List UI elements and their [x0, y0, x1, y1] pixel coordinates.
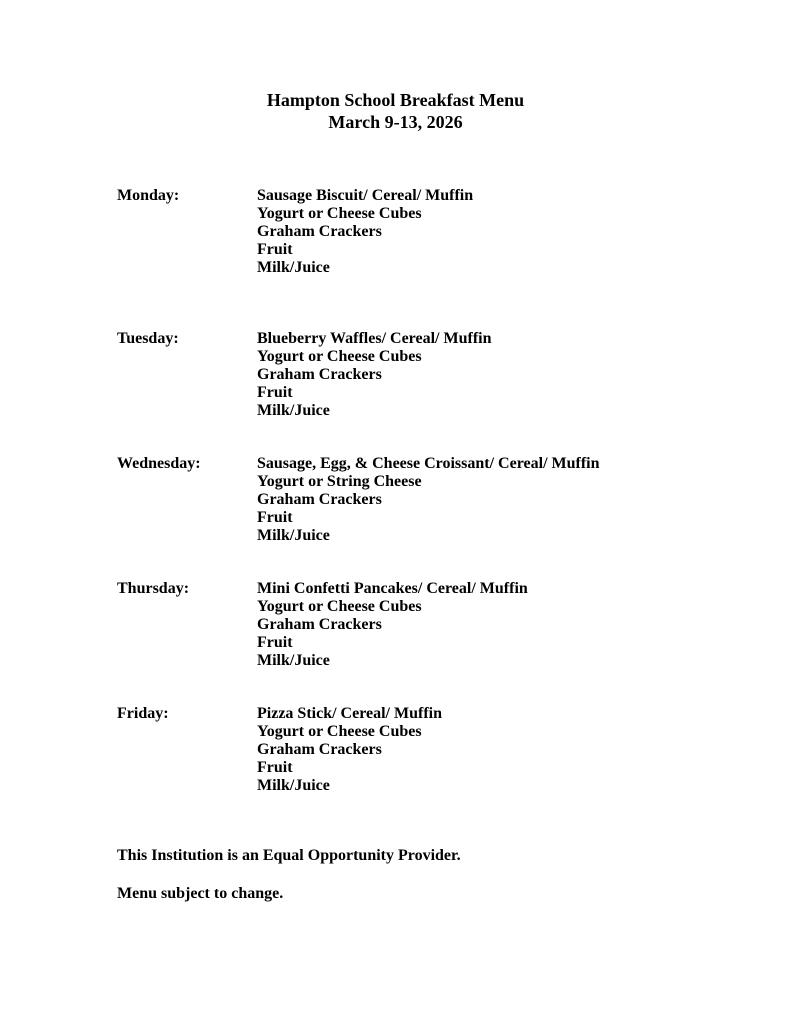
menu-item: Pizza Stick/ Cereal/ Muffin — [257, 705, 442, 722]
menu-item: Yogurt or String Cheese — [257, 473, 422, 490]
menu-item: Sausage Biscuit/ Cereal/ Muffin — [257, 187, 474, 204]
day-section — [117, 580, 791, 670]
date-range: March 9-13, 2026 — [328, 112, 463, 132]
menu-item: Fruit — [257, 509, 293, 526]
menu-item: Graham Crackers — [257, 366, 382, 383]
menu-item: Fruit — [257, 241, 293, 258]
menu-item: Graham Crackers — [257, 223, 382, 240]
menu-item: Milk/Juice — [257, 777, 330, 794]
day-section — [117, 705, 791, 795]
menu-item: Yogurt or Cheese Cubes — [257, 205, 422, 222]
menu-item: Blueberry Waffles/ Cereal/ Muffin — [257, 330, 492, 347]
menu-item: Milk/Juice — [257, 259, 330, 276]
menu-item: Fruit — [257, 384, 293, 401]
day-label: Wednesday: — [117, 455, 201, 472]
menu-item: Fruit — [257, 759, 293, 776]
menu-days — [117, 187, 791, 795]
equal-opportunity-statement: This Institution is an Equal Opportunity Provider. — [117, 847, 461, 864]
menu-item: Milk/Juice — [257, 402, 330, 419]
menu-item: Yogurt or Cheese Cubes — [257, 723, 422, 740]
day-items — [257, 705, 791, 795]
day-label: Monday: — [117, 187, 180, 204]
menu-item: Graham Crackers — [257, 741, 382, 758]
menu-item: Graham Crackers — [257, 616, 382, 633]
day-label: Thursday: — [117, 580, 190, 597]
menu-item: Yogurt or Cheese Cubes — [257, 598, 422, 615]
day-items — [257, 455, 791, 545]
menu-item: Fruit — [257, 634, 293, 651]
day-items — [257, 330, 791, 420]
day-items — [257, 580, 791, 670]
menu-item: Graham Crackers — [257, 491, 382, 508]
document-footer — [117, 847, 791, 903]
menu-item: Milk/Juice — [257, 527, 330, 544]
document-header — [0, 0, 791, 133]
day-section — [117, 187, 791, 277]
menu-item: Yogurt or Cheese Cubes — [257, 348, 422, 365]
day-label: Tuesday: — [117, 330, 179, 347]
menu-change-notice: Menu subject to change. — [117, 885, 284, 902]
menu-item: Milk/Juice — [257, 652, 330, 669]
day-section — [117, 330, 791, 420]
page-title: Hampton School Breakfast Menu — [266, 90, 525, 110]
day-label: Friday: — [117, 705, 169, 722]
menu-item: Mini Confetti Pancakes/ Cereal/ Muffin — [257, 580, 528, 597]
day-items — [257, 187, 791, 277]
menu-item: Sausage, Egg, & Cheese Croissant/ Cereal/ Muffin — [257, 455, 600, 472]
day-section — [117, 455, 791, 545]
